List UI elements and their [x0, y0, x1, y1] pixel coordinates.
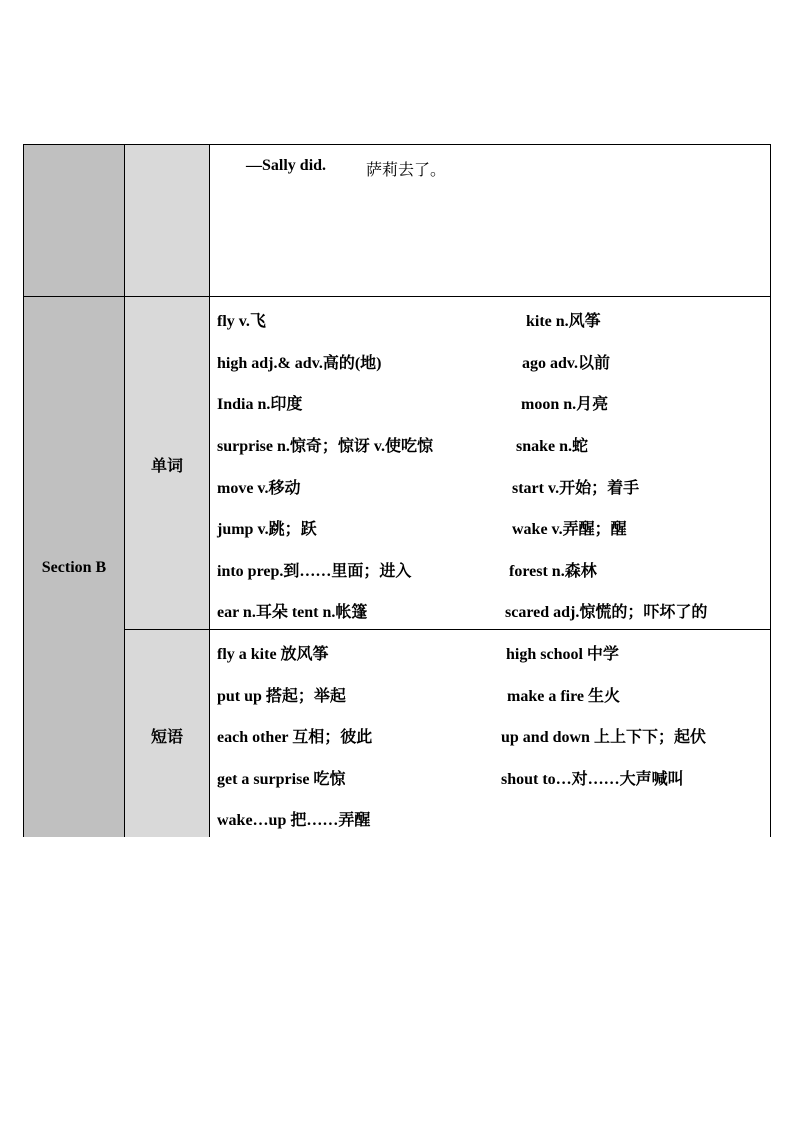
section-label: Section B [41, 559, 107, 576]
phrase-entry: fly a kite 放风筝 [217, 646, 329, 663]
vocabulary-table [23, 144, 771, 837]
phrases-label: 短语 [150, 729, 183, 746]
phrase-entry: get a surprise 吃惊 [217, 771, 346, 788]
phrase-entry: up and down 上上下下；起伏 [501, 729, 706, 746]
dialogue-line: —Sally did. [246, 157, 327, 174]
words-content-cell [210, 297, 770, 629]
words-label: 单词 [150, 458, 183, 475]
word-entry: India n.印度 [217, 396, 303, 413]
phrase-entry: each other 互相；彼此 [217, 729, 373, 746]
word-entry: snake n.蛇 [516, 438, 589, 455]
row1-content-cell [210, 145, 770, 296]
word-entry: forest n.森林 [509, 563, 597, 580]
word-entry: fly v.飞 [217, 313, 266, 330]
phrase-entry: high school 中学 [506, 646, 619, 663]
dialogue-translation: 萨莉去了。 [366, 162, 447, 179]
word-entry: ago adv.以前 [522, 355, 611, 372]
section-b-cell [24, 297, 125, 837]
row1-category-cell [125, 145, 210, 296]
word-entry: move v.移动 [217, 480, 301, 497]
word-entry: into prep.到……里面；进入 [217, 563, 412, 580]
phrase-entry: wake…up 把……弄醒 [217, 812, 371, 829]
phrase-entry: shout to…对……大声喊叫 [501, 771, 684, 788]
word-entry: jump v.跳；跃 [217, 521, 317, 538]
row1-section-cell [24, 145, 125, 296]
word-entry: high adj.& adv.高的(地) [217, 355, 382, 372]
phrases-category-cell [125, 630, 210, 837]
word-entry: wake v.弄醒；醒 [512, 521, 627, 538]
phrase-entry: put up 搭起；举起 [217, 688, 346, 705]
word-entry: moon n.月亮 [521, 396, 609, 413]
phrases-content-cell [210, 630, 770, 837]
word-entry: start v.开始；着手 [512, 480, 640, 497]
word-entry: kite n.风筝 [526, 313, 601, 330]
words-category-cell [125, 297, 210, 629]
word-entry: surprise n.惊奇；惊讶 v.使吃惊 [217, 438, 434, 455]
word-entry: scared adj.惊慌的；吓坏了的 [505, 604, 708, 621]
word-entry: ear n.耳朵 tent n.帐篷 [217, 604, 368, 621]
phrase-entry: make a fire 生火 [507, 688, 621, 705]
